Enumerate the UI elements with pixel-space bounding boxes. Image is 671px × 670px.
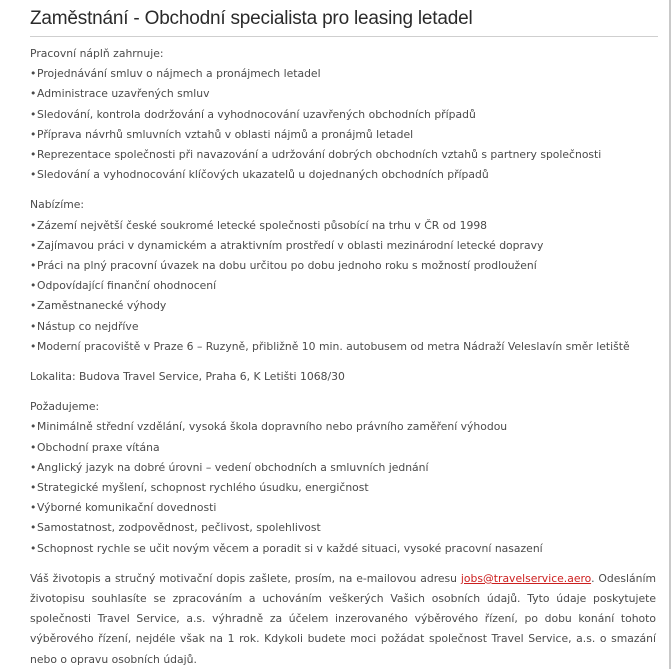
bullet-icon: • (30, 460, 37, 474)
requirement-item: •Anglický jazyk na dobré úrovni – vedení obchodních a smluvních jednání (30, 458, 656, 478)
offer-item: •Zaměstnanecké výhody (30, 296, 656, 316)
offer-list (30, 216, 656, 357)
bullet-icon: • (30, 67, 37, 81)
requirements-list (30, 417, 656, 558)
bullet-icon: • (30, 107, 37, 121)
duty-item: •Administrace uzavřených smluv (30, 84, 656, 104)
duties-section (30, 44, 656, 185)
duty-item: •Projednávání smluv o nájmech a pronájmech letadel (30, 64, 656, 84)
bullet-icon: • (30, 420, 37, 434)
offer-item: •Nástup co nejdříve (30, 317, 656, 337)
bullet-icon: • (30, 259, 37, 273)
bullet-icon: • (30, 501, 37, 515)
closing-text-after: . Odesláním životopisu souhlasíte se zpracováním a uchováním veškerých Vašich osobních údajů. Tyto údaje poskytujete společnosti Travel Service, a.s. výhradně za účelem inzerovaného výběrového řízení, po dobu konání tohoto výběrového řízení, nejdéle však na 1 rok. Kdykoli budete moci požádat společnost Travel Service, a.s. o smazání nebo o opravu osobních údajů. (30, 571, 656, 666)
bullet-icon: • (30, 299, 37, 313)
requirement-item: •Schopnost rychle se učit novým věcem a poradit si v každé situaci, vysoké pracovní nasazení (30, 539, 656, 559)
requirement-item: •Strategické myšlení, schopnost rychlého úsudku, energičnost (30, 478, 656, 498)
requirement-item: •Samostatnost, zodpovědnost, pečlivost, spolehlivost (30, 518, 656, 538)
duty-item: •Sledování, kontrola dodržování a vyhodnocování uzavřených obchodních případů (30, 105, 656, 125)
closing-paragraph (30, 569, 656, 670)
bullet-icon: • (30, 541, 37, 555)
bullet-icon: • (30, 168, 37, 182)
duty-item: •Reprezentace společnosti při navazování a udržování dobrých obchodních vztahů s partnery společnosti (30, 145, 656, 165)
requirements-section (30, 397, 656, 559)
bullet-icon: • (30, 87, 37, 101)
bullet-icon: • (30, 127, 37, 141)
bullet-icon: • (30, 319, 37, 333)
spacer (30, 185, 656, 195)
bullet-icon: • (30, 339, 37, 353)
requirement-item: •Minimálně střední vzdělání, vysoká škola dopravního nebo právního zaměření výhodou (30, 417, 656, 437)
locality-text: Lokalita: Budova Travel Service, Praha 6, K Letišti 1068/30 (30, 370, 345, 384)
bullet-icon: • (30, 279, 37, 293)
page-title: Zaměstnání - Obchodní specialista pro leasing letadel (30, 8, 473, 29)
bullet-icon: • (30, 148, 37, 162)
offer-item: •Práci na plný pracovní úvazek na dobu určitou po dobu jednoho roku s možností prodloužení (30, 256, 656, 276)
duties-heading: Pracovní náplň zahrnuje: (30, 47, 164, 60)
duties-list (30, 64, 656, 185)
spacer (30, 357, 656, 367)
requirements-heading: Požadujeme: (30, 400, 100, 414)
offer-item: •Odpovídající finanční ohodnocení (30, 276, 656, 296)
requirement-item: •Obchodní praxe vítána (30, 438, 656, 458)
spacer (30, 387, 656, 397)
requirement-item: •Výborné komunikační dovednosti (30, 498, 656, 518)
bullet-icon: • (30, 440, 37, 454)
bullet-icon: • (30, 521, 37, 535)
email-link[interactable]: jobs@travelservice.aero (460, 571, 592, 585)
duty-item: •Příprava návrhů smluvních vztahů v oblasti nájmů a pronájmů letadel (30, 125, 656, 145)
offer-heading: Nabízíme: (30, 198, 85, 212)
bullet-icon: • (30, 481, 37, 495)
bullet-icon: • (30, 238, 37, 252)
bullet-icon: • (30, 218, 37, 232)
offer-item: •Zázemí největší české soukromé letecké společnosti působící na trhu v ČR od 1998 (30, 216, 656, 236)
closing-text-before: Váš životopis a stručný motivační dopis zašlete, prosím, na e-mailovou adresu (30, 571, 461, 585)
offer-section (30, 195, 656, 357)
spacer (30, 559, 656, 569)
offer-item: •Moderní pracoviště v Praze 6 – Ruzyně, přibližně 10 min. autobusem od metra Nádraží Veleslavín směr letiště (30, 337, 656, 357)
offer-item: •Zajímavou práci v dynamickém a atraktivním prostředí v oblasti mezinárodní letecké dopravy (30, 236, 656, 256)
duty-item: •Sledování a vyhodnocování klíčových ukazatelů u dojednaných obchodních případů (30, 165, 656, 185)
title-divider (30, 36, 658, 37)
job-description (30, 44, 656, 670)
